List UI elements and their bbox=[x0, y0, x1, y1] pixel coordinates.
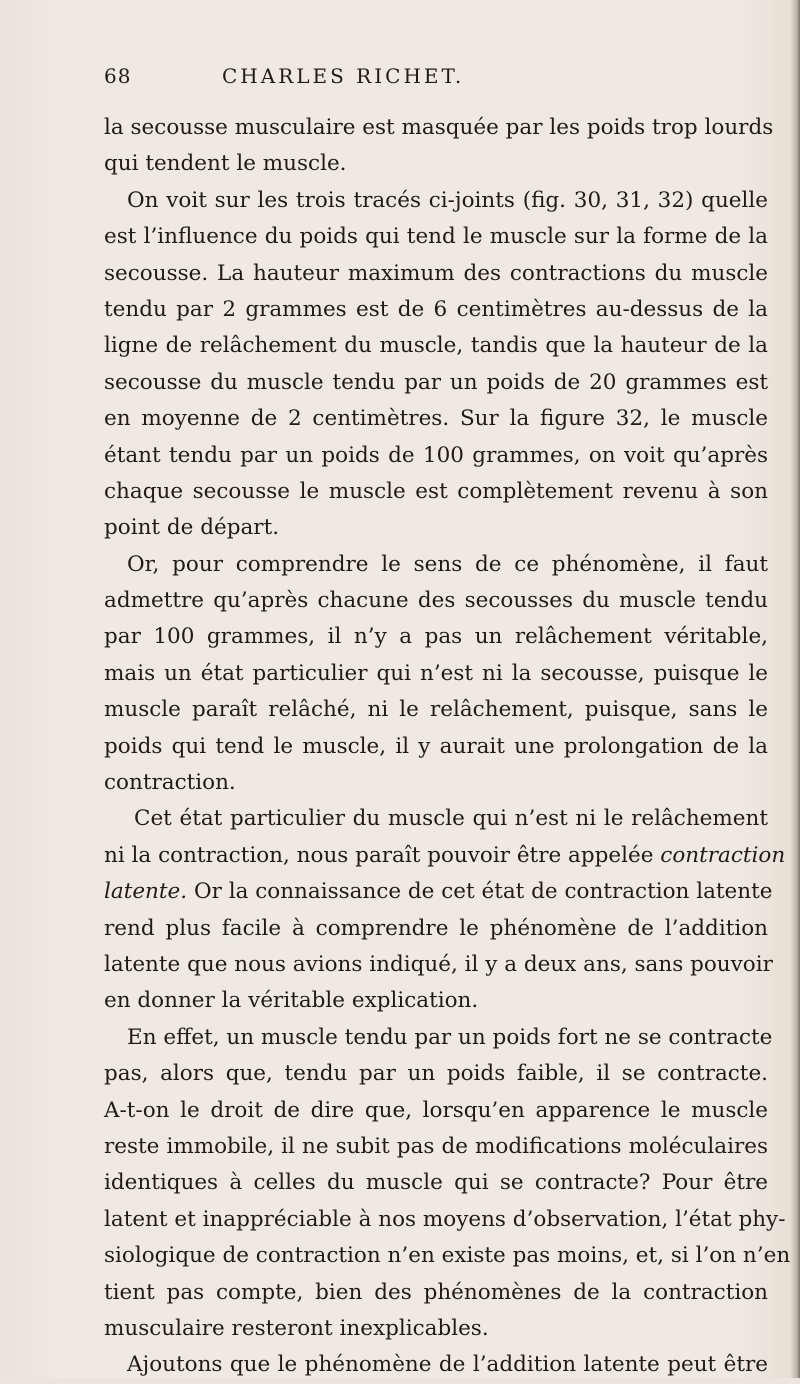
text-line: admettre qu’après chacune des secousses du muscle tendu bbox=[104, 588, 768, 614]
text-line: siologique de contraction n’en existe pas moins, et, si l’on n’en bbox=[104, 1243, 791, 1269]
text-line: étant tendu par un poids de 100 grammes, on voit qu’après bbox=[104, 442, 768, 468]
text-line: en moyenne de 2 centimètres. Sur la figure 32, le muscle bbox=[104, 406, 768, 432]
text-fragment: Or la connaissance de cet état de contraction latente bbox=[193, 879, 773, 905]
text-line: On voit sur les trois tracés ci-joints (fig. 30, 31, 32) quelle bbox=[127, 187, 768, 213]
text-line: tient pas compte, bien des phénomènes de la contraction bbox=[104, 1279, 768, 1305]
page-number: 68 bbox=[104, 64, 132, 88]
text-fragment: ni la contraction, nous paraît pouvoir être appelée bbox=[104, 842, 654, 868]
running-head: CHARLES RICHET. bbox=[222, 64, 465, 88]
text-line: est l’influence du poids qui tend le muscle sur la forme de la bbox=[104, 224, 768, 250]
text-line: secousse du muscle tendu par un poids de 20 grammes est bbox=[104, 369, 768, 395]
page-edge-shadow bbox=[790, 0, 800, 1378]
text-line: en donner la véritable explication. bbox=[104, 988, 479, 1014]
text-line: latent et inappréciable à nos moyens d’observation, l’état phy- bbox=[104, 1206, 786, 1232]
text-line: par 100 grammes, il n’y a pas un relâchement véritable, bbox=[104, 624, 768, 650]
text-line: muscle paraît relâché, ni le relâchement, puisque, sans le bbox=[104, 697, 768, 723]
text-line: la secousse musculaire est masquée par les poids trop lourds bbox=[104, 115, 774, 140]
italic-term: latente. bbox=[104, 879, 188, 905]
italic-term: contraction bbox=[660, 842, 786, 868]
text-line bbox=[104, 838, 786, 874]
text-line bbox=[104, 874, 773, 910]
text-line: rend plus facile à comprendre le phénomène de l’addition bbox=[104, 915, 768, 941]
text-line: reste immobile, il ne subit pas de modifications moléculaires bbox=[104, 1133, 768, 1159]
text-line: Cet état particulier du muscle qui n’est ni le relâchement bbox=[134, 806, 768, 832]
text-line: point de départ. bbox=[104, 515, 280, 541]
text-line: identiques à celles du muscle qui se contracte? Pour être bbox=[104, 1170, 768, 1196]
text-line: pas, alors que, tendu par un poids faible, il se contracte. bbox=[104, 1061, 768, 1087]
text-line: A-t-on le droit de dire que, lorsqu’en apparence le muscle bbox=[104, 1097, 768, 1123]
page-header bbox=[0, 64, 800, 94]
text-line: mais un état particulier qui n’est ni la secousse, puisque le bbox=[104, 660, 768, 686]
body-text bbox=[104, 110, 791, 1384]
text-line: contraction. bbox=[104, 770, 236, 796]
text-line: tendu par 2 grammes est de 6 centimètres au-dessus de la bbox=[104, 296, 768, 322]
text-line: latente que nous avions indiqué, il y a deux ans, sans pouvoir bbox=[104, 951, 773, 977]
text-line: ligne de relâchement du muscle, tandis que la hauteur de la bbox=[104, 333, 768, 359]
text-line: Or, pour comprendre le sens de ce phénomène, il faut bbox=[127, 551, 768, 577]
text-line: Ajoutons que le phénomène de l’addition latente peut être bbox=[127, 1352, 768, 1378]
text-line: poids qui tend le muscle, il y aurait une prolongation de la bbox=[104, 733, 768, 759]
text-line: musculaire resteront inexplicables. bbox=[104, 1315, 489, 1341]
text-line: secousse. La hauteur maximum des contractions du muscle bbox=[104, 260, 768, 286]
text-line: qui tendent le muscle. bbox=[104, 151, 347, 177]
text-line: chaque secousse le muscle est complètement revenu à son bbox=[104, 478, 768, 504]
text-line: En effet, un muscle tendu par un poids fort ne se contracte bbox=[127, 1024, 773, 1050]
